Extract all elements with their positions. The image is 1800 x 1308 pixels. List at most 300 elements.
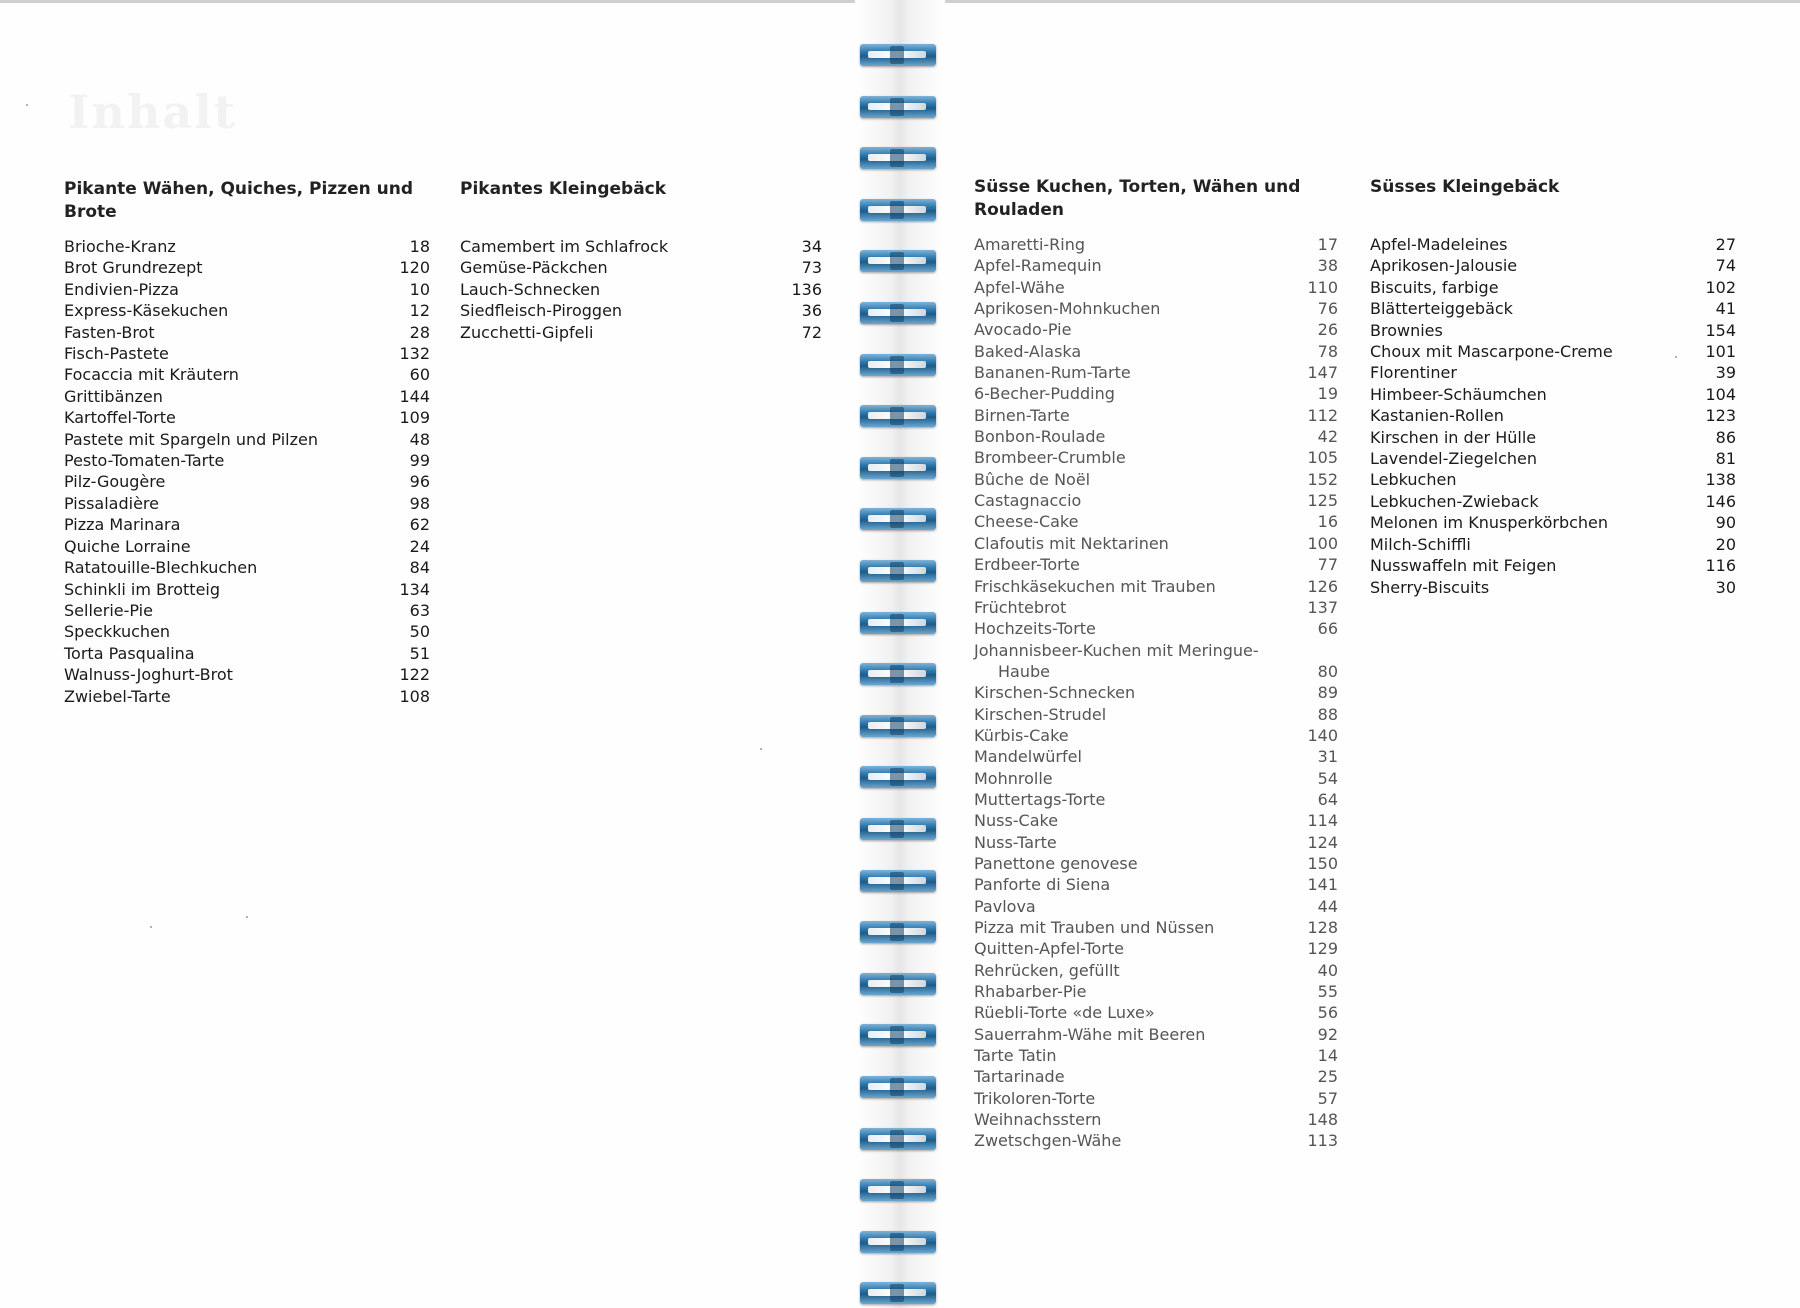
recipe-name: Apfel-Ramequin [974,256,1102,276]
recipe-name: Trikoloren-Torte [974,1088,1096,1108]
recipe-entry [1370,427,1736,448]
column-heading: Pikantes Kleingebäck [460,179,667,199]
recipe-name: Weihnachsstern [974,1110,1102,1130]
recipe-entry [974,725,1338,746]
page-number: 98 [409,493,430,513]
recipe-entry [974,511,1338,532]
page-number: 17 [1317,235,1338,254]
dust-speck [246,916,248,918]
page-number: 18 [409,237,430,256]
recipe-name: Sherry-Biscuits [1370,577,1490,597]
spiral-coil [860,1282,936,1304]
recipe-entry [974,1045,1338,1066]
recipe-entry [1370,255,1736,276]
recipe-entry [974,1130,1338,1151]
page-number: 41 [1715,299,1736,319]
recipe-name: Amaretti-Ring [974,235,1086,254]
recipe-name: Nusswaffeln mit Feigen [1370,556,1557,576]
recipe-name: Zwetschgen-Wähe [974,1131,1122,1151]
recipe-name: Speckkuchen [64,622,171,642]
page-number: 150 [1307,853,1338,873]
recipe-name: Nuss-Cake [974,811,1059,831]
recipe-entry [974,618,1338,639]
page-number: 84 [409,558,430,578]
recipe-name: Castagnaccio [974,491,1082,511]
recipe-name: Walnuss-Joghurt-Brot [64,665,233,685]
recipe-entry [64,493,430,514]
recipe-name: Fasten-Brot [64,322,155,342]
recipe-name: Bonbon-Roulade [974,427,1106,447]
recipe-entry [1370,491,1736,512]
page-number: 36 [801,301,822,321]
recipe-entry [974,341,1338,362]
page-number: 124 [1307,832,1338,852]
recipe-entry [974,362,1338,383]
recipe-entry [64,386,430,407]
recipe-entry [974,981,1338,1002]
recipe-entry [974,533,1338,554]
recipe-entry [974,960,1338,981]
recipe-entry [64,536,430,557]
spiral-coil [860,354,936,376]
spiral-coil [860,870,936,892]
recipe-entry [974,319,1338,340]
page-number: 112 [1307,405,1338,425]
recipe-entry [1370,298,1736,319]
recipe-name: Kirschen-Schnecken [974,683,1136,703]
recipe-name: Pastete mit Spargeln und Pilzen [64,429,318,449]
recipe-entry [974,832,1338,853]
recipe-name: Rüebli-Torte «de Luxe» [974,1003,1155,1023]
spiral-coil [860,44,936,66]
recipe-name: Kürbis-Cake [974,725,1069,745]
recipe-entry [974,768,1338,789]
recipe-entry [64,557,430,578]
page-number: 20 [1715,534,1736,554]
recipe-entry [1370,277,1736,298]
recipe-entry [1370,320,1736,341]
recipe-name: Schinkli im Brotteig [64,579,221,599]
recipe-name: Kirschen in der Hülle [1370,427,1537,447]
page-number: 92 [1317,1024,1338,1044]
spiral-coil [860,1076,936,1098]
page-number: 62 [409,515,430,535]
page-number: 90 [1715,513,1736,533]
recipe-name: Apfel-Wähe [974,277,1065,297]
page-number: 148 [1307,1110,1338,1130]
recipe-entry [1370,384,1736,405]
page-number: 57 [1317,1088,1338,1108]
recipe-name: Ratatouille-Blechkuchen [64,558,258,578]
recipe-name: Endivien-Pizza [64,279,179,299]
recipe-name: Lebkuchen [1370,470,1457,490]
recipe-entry [974,298,1338,319]
spiral-coil [860,302,936,324]
page-number: 56 [1317,1003,1338,1023]
recipe-name: Rhabarber-Pie [974,982,1087,1002]
recipe-name: Apfel-Madeleines [1370,235,1508,254]
page-number: 28 [409,322,430,342]
spiral-coil [860,405,936,427]
page-number: 136 [791,279,822,299]
recipe-name: Pissaladière [64,493,159,513]
spiral-coil [860,560,936,582]
recipe-entry [974,704,1338,725]
recipe-name: Himbeer-Schäumchen [1370,384,1547,404]
recipe-entry [974,1088,1338,1109]
recipe-name: Brombeer-Crumble [974,448,1126,468]
recipe-name: Frischkäsekuchen mit Trauben [974,576,1216,596]
recipe-entry [974,789,1338,810]
page-number: 126 [1307,576,1338,596]
recipe-entry [974,640,1338,683]
page-number: 140 [1307,725,1338,745]
page-number: 30 [1715,577,1736,597]
recipe-name: Mohnrolle [974,768,1053,788]
page-number: 100 [1307,533,1338,553]
recipe-name: Milch-Schiffli [1370,534,1471,554]
recipe-entry [64,514,430,535]
recipe-entry [1370,577,1736,598]
page-number: 102 [1705,277,1736,297]
recipe-entry [64,343,430,364]
recipe-name: Panforte di Siena [974,875,1111,895]
spiral-coil [860,715,936,737]
page-number: 74 [1715,256,1736,276]
recipe-name: Florentiner [1370,363,1457,383]
page-number: 80 [1317,661,1338,681]
page-number: 132 [399,344,430,364]
page-number: 120 [399,258,430,278]
recipe-entry [64,429,430,450]
recipe-entry [974,576,1338,597]
recipe-name: Muttertags-Torte [974,789,1106,809]
page-number: 138 [1705,470,1736,490]
recipe-name: Pilz-Gougère [64,472,166,492]
page-number: 141 [1307,875,1338,895]
recipe-entry [64,686,430,707]
recipe-entry [974,1109,1338,1130]
page-number: 152 [1307,469,1338,489]
recipe-name: Birnen-Tarte [974,405,1070,425]
recipe-entry [460,300,822,321]
recipe-name: Zwiebel-Tarte [64,686,171,706]
recipe-name: Melonen im Knusperkörbchen [1370,513,1609,533]
recipe-name: Sellerie-Pie [64,600,153,620]
recipe-entry [64,300,430,321]
dust-speck [150,926,152,928]
recipe-name: Aprikosen-Mohnkuchen [974,299,1161,319]
page-number: 51 [409,643,430,663]
page-number: 14 [1317,1046,1338,1066]
recipe-entry [64,579,430,600]
recipe-name: Erdbeer-Torte [974,555,1080,575]
recipe-name: Camembert im Schlafrock [460,237,669,256]
spiral-coil [860,147,936,169]
recipe-entry [64,600,430,621]
recipe-name: Brownies [1370,320,1443,340]
recipe-name: Baked-Alaska [974,341,1082,361]
page-number: 137 [1307,597,1338,617]
recipe-name: Panettone genovese [974,853,1138,873]
column-suesse-kuchen [974,176,1338,1152]
page-number: 64 [1317,789,1338,809]
recipe-entry [64,450,430,471]
recipe-name: Fisch-Pastete [64,344,169,364]
recipe-entry [460,236,822,257]
recipe-name: Pizza mit Trauben und Nüssen [974,918,1215,937]
recipe-name: Kartoffel-Torte [64,408,176,428]
recipe-name: Pavlova [974,896,1036,916]
spiral-coil [860,1128,936,1150]
recipe-entry [64,322,430,343]
recipe-entry [974,405,1338,426]
recipe-list [460,236,822,343]
recipe-name: Rehrücken, gefüllt [974,960,1120,980]
column-heading: Pikante Wähen, Quiches, Pizzen und Brote [64,179,414,222]
spiral-coil [860,96,936,118]
page-number: 66 [1317,619,1338,639]
recipe-entry [1370,512,1736,533]
page-number: 129 [1307,939,1338,959]
page-number: 88 [1317,704,1338,724]
recipe-entry [1370,341,1736,362]
page-number: 123 [1705,406,1736,426]
spiral-coil [860,508,936,530]
recipe-name: Siedfleisch-Piroggen [460,301,623,321]
page-number: 81 [1715,449,1736,469]
recipe-entry [974,383,1338,404]
recipe-entry [974,896,1338,917]
page-number: 134 [399,579,430,599]
recipe-entry [974,853,1338,874]
page-number: 38 [1317,256,1338,276]
page-number: 144 [399,386,430,406]
recipe-name: Avocado-Pie [974,320,1072,340]
recipe-name: 6-Becher-Pudding [974,384,1115,404]
recipe-name: Choux mit Mascarpone-Creme [1370,342,1613,362]
recipe-name: Express-Käsekuchen [64,301,229,321]
recipe-entry [974,938,1338,959]
page-number: 34 [801,237,822,256]
recipe-entry [1370,555,1736,576]
recipe-entry [1370,469,1736,490]
dust-speck [26,104,28,106]
faded-page-title: Inhalt [68,85,237,139]
page-number: 73 [801,258,822,278]
recipe-entry [1370,534,1736,555]
page-number: 55 [1317,982,1338,1002]
recipe-entry [974,1066,1338,1087]
spiral-coil [860,250,936,272]
recipe-entry [974,426,1338,447]
recipe-name: Bûche de Noël [974,469,1091,489]
recipe-entry [974,1002,1338,1023]
recipe-list [1370,234,1736,598]
recipe-name: Grittibänzen [64,386,163,406]
page-number: 128 [1307,918,1338,937]
spiral-coil [860,199,936,221]
page-number: 24 [409,536,430,556]
recipe-name: Hochzeits-Torte [974,619,1096,639]
recipe-name: Brioche-Kranz [64,237,176,256]
page-number: 78 [1317,341,1338,361]
page-number: 40 [1317,960,1338,980]
recipe-name: Biscuits, farbige [1370,277,1499,297]
recipe-name: Pizza Marinara [64,515,181,535]
recipe-name: Johannisbeer-Kuchen mit Meringue- [974,640,1259,660]
spiral-coil [860,663,936,685]
recipe-name: Lauch-Schnecken [460,279,601,299]
recipe-name: Zucchetti-Gipfeli [460,322,594,342]
spiral-coil [860,921,936,943]
spiral-coil [860,1231,936,1253]
page-number: 116 [1705,556,1736,576]
recipe-name: Kastanien-Rollen [1370,406,1504,426]
recipe-entry [974,682,1338,703]
recipe-entry [974,277,1338,298]
recipe-entry [974,874,1338,895]
recipe-entry [1370,448,1736,469]
page-number: 147 [1307,363,1338,383]
spiral-coil [860,766,936,788]
page-number: 39 [1715,363,1736,383]
recipe-name: Brot Grundrezept [64,258,203,278]
recipe-entry [64,643,430,664]
page-number: 104 [1705,384,1736,404]
recipe-name: Focaccia mit Kräutern [64,365,239,385]
recipe-entry [1370,362,1736,383]
recipe-name: Quiche Lorraine [64,536,191,556]
recipe-name: Bananen-Rum-Tarte [974,363,1131,383]
page-number: 109 [399,408,430,428]
recipe-entry [1370,405,1736,426]
page-number: 105 [1307,448,1338,468]
recipe-entry [1370,234,1736,255]
column-heading: Süsse Kuchen, Torten, Wähen und Rouladen [974,177,1301,220]
page-number: 25 [1317,1067,1338,1087]
dust-speck [760,748,762,750]
page-number: 89 [1317,683,1338,703]
recipe-entry [974,447,1338,468]
spiral-coil [860,1179,936,1201]
page-number: 26 [1317,320,1338,340]
recipe-entry [974,917,1338,938]
page-number: 60 [409,365,430,385]
page-number: 44 [1317,896,1338,916]
page-number: 12 [409,301,430,321]
recipe-entry [974,469,1338,490]
page-number: 48 [409,429,430,449]
recipe-entry [64,664,430,685]
recipe-name-continuation [974,661,1338,682]
recipe-entry [460,257,822,278]
page-number: 72 [801,322,822,342]
page-number: 101 [1705,342,1736,362]
recipe-name: Nuss-Tarte [974,832,1057,852]
page-number: 114 [1307,811,1338,831]
column-pikantes-kleingebaeck [460,178,822,343]
spiral-coil [860,973,936,995]
recipe-name-line2: Haube [998,661,1050,681]
recipe-entry [974,597,1338,618]
spiral-coil [860,612,936,634]
page-number: 86 [1715,427,1736,447]
recipe-entry [64,471,430,492]
page-number: 146 [1705,491,1736,511]
page-number: 42 [1317,427,1338,447]
column-pikante-waehen [64,178,430,707]
recipe-name: Quitten-Apfel-Torte [974,939,1124,959]
recipe-entry [974,1024,1338,1045]
recipe-entry [974,255,1338,276]
recipe-name: Früchtebrot [974,597,1067,617]
page-number: 63 [409,600,430,620]
page-number: 19 [1317,384,1338,404]
recipe-list [64,236,430,707]
spiral-coil [860,818,936,840]
recipe-name: Kirschen-Strudel [974,704,1107,724]
recipe-entry [974,234,1338,255]
recipe-name: Cheese-Cake [974,512,1079,532]
page-number: 122 [399,665,430,685]
recipe-entry [974,490,1338,511]
recipe-name: Aprikosen-Jalousie [1370,256,1518,276]
recipe-name: Torta Pasqualina [64,643,195,663]
recipe-name: Mandelwürfel [974,747,1082,767]
page-number: 76 [1317,299,1338,319]
recipe-name: Tarte Tatin [974,1046,1057,1066]
dust-speck [1675,356,1677,358]
page-number: 99 [409,451,430,471]
page-number: 125 [1307,491,1338,511]
page-number: 16 [1317,512,1338,532]
recipe-list [974,234,1338,1152]
recipe-entry [460,322,822,343]
spiral-binding [860,44,938,1304]
page-number: 77 [1317,555,1338,575]
recipe-name: Pesto-Tomaten-Tarte [64,451,225,471]
recipe-name: Lavendel-Ziegelchen [1370,449,1538,469]
page-number: 10 [409,279,430,299]
recipe-name: Gemüse-Päckchen [460,258,608,278]
page-number: 154 [1705,320,1736,340]
recipe-entry [64,621,430,642]
recipe-entry [460,279,822,300]
recipe-entry [64,236,430,257]
recipe-name: Clafoutis mit Nektarinen [974,533,1169,553]
recipe-entry [64,407,430,428]
page-number: 31 [1317,747,1338,767]
recipe-entry [974,746,1338,767]
spiral-coil [860,457,936,479]
page-number: 50 [409,622,430,642]
recipe-name: Blätterteiggebäck [1370,299,1513,319]
recipe-entry [974,554,1338,575]
column-heading: Süsses Kleingebäck [1370,177,1560,197]
page-number: 113 [1307,1131,1338,1151]
page-number: 96 [409,472,430,492]
recipe-name: Lebkuchen-Zwieback [1370,491,1539,511]
column-suesses-kleingebaeck [1370,176,1736,598]
spiral-coil [860,1024,936,1046]
recipe-entry [974,810,1338,831]
recipe-entry [64,364,430,385]
page-number: 54 [1317,768,1338,788]
recipe-name: Tartarinade [974,1067,1065,1087]
recipe-entry [64,279,430,300]
recipe-entry [64,257,430,278]
